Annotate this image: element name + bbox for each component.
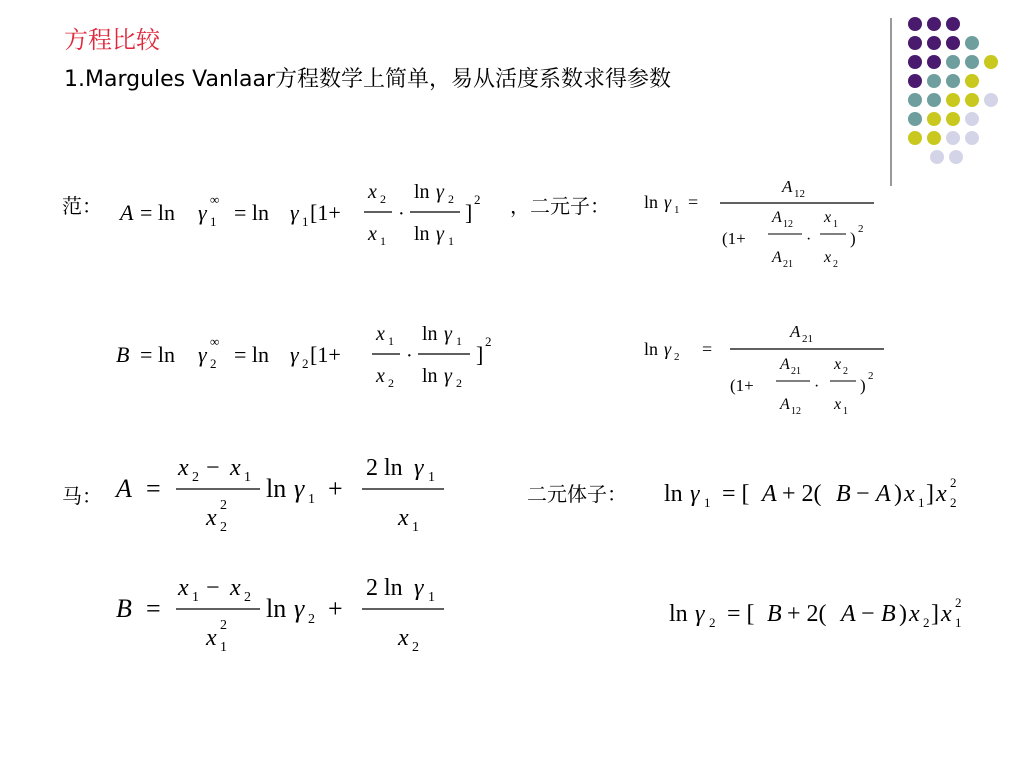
decoration-dot: [927, 17, 941, 31]
slide-subtitle: 1.Margules Vanlaar方程数学上简单，易从活度系数求得参数: [64, 67, 672, 92]
svg-text:·: ·: [406, 345, 413, 367]
svg-text:·: ·: [814, 378, 820, 395]
svg-text:x: x: [178, 455, 189, 481]
svg-text:x: x: [206, 625, 217, 651]
equation-margules-A: [110, 445, 470, 545]
svg-text:+ 2(: + 2(: [782, 481, 822, 507]
svg-text:12: 12: [791, 406, 801, 417]
svg-text:+ 2(: + 2(: [787, 601, 827, 627]
decoration-dot: [965, 36, 979, 50]
svg-text:= ln: = ln: [140, 200, 176, 225]
binary-body-label: 二元体子：: [527, 482, 627, 506]
svg-text:1: 1: [456, 334, 462, 348]
decoration-dot: [908, 17, 922, 31]
svg-text:A: A: [762, 481, 777, 507]
equation-margules-ln-gamma2: [665, 585, 1005, 645]
svg-text:γ: γ: [436, 181, 444, 203]
svg-text:2: 2: [923, 615, 930, 630]
svg-text:x: x: [376, 323, 385, 345]
svg-text:=: =: [702, 339, 713, 359]
decoration-dot: [965, 131, 979, 145]
svg-text:]: ]: [926, 481, 934, 507]
svg-text:x: x: [230, 575, 241, 601]
svg-text:= ln: = ln: [140, 342, 176, 367]
svg-text:γ: γ: [690, 481, 700, 507]
svg-text:2: 2: [308, 612, 315, 627]
svg-text:A: A: [772, 249, 782, 266]
equation-van-laar-B: [110, 310, 510, 402]
svg-text:1: 1: [428, 590, 435, 605]
svg-text:γ: γ: [414, 455, 424, 481]
decoration-dot: [927, 93, 941, 107]
svg-text:1: 1: [448, 234, 454, 248]
svg-text:+: +: [328, 594, 343, 623]
svg-text:= [: = [: [722, 481, 750, 507]
svg-text:x: x: [941, 601, 952, 627]
decoration-dot: [949, 150, 963, 164]
decoration-dot: [908, 93, 922, 107]
svg-text:1: 1: [918, 495, 925, 510]
decoration-dot: [965, 55, 979, 69]
svg-text:1: 1: [388, 334, 394, 348]
svg-text:x: x: [834, 396, 842, 413]
svg-text:ln: ln: [644, 192, 659, 212]
decoration-dot: [927, 36, 941, 50]
svg-text:ln: ln: [422, 323, 438, 345]
svg-text:1: 1: [833, 219, 838, 230]
svg-text:2: 2: [485, 334, 492, 349]
svg-text:1: 1: [428, 470, 435, 485]
decoration-dot: [965, 93, 979, 107]
svg-text:12: 12: [794, 188, 805, 200]
svg-text:2: 2: [220, 520, 227, 535]
svg-text:2: 2: [858, 223, 864, 235]
svg-text:): ): [860, 376, 866, 395]
decoration-dot: [946, 93, 960, 107]
svg-text:x: x: [834, 356, 842, 373]
svg-text:A: A: [780, 356, 790, 373]
svg-text:1: 1: [380, 234, 386, 248]
svg-text:B: B: [767, 601, 782, 627]
svg-text:2: 2: [950, 475, 957, 490]
svg-text:2: 2: [456, 376, 462, 390]
svg-text:2 ln: 2 ln: [366, 575, 403, 601]
svg-text:A: A: [772, 209, 782, 226]
svg-text:γ: γ: [294, 594, 305, 623]
van-label: 范：: [62, 194, 102, 218]
svg-text:]: ]: [465, 200, 473, 225]
svg-text:2: 2: [220, 498, 227, 513]
svg-text:γ: γ: [664, 339, 672, 359]
svg-text:B: B: [836, 481, 851, 507]
svg-text:21: 21: [802, 333, 813, 345]
ma-label: 马：: [62, 484, 102, 508]
svg-text:2: 2: [220, 618, 227, 633]
equation-van-laar-ln-gamma2: [640, 315, 890, 425]
svg-text:2: 2: [868, 370, 874, 382]
decoration-dot: [927, 55, 941, 69]
svg-text:2: 2: [380, 192, 386, 206]
svg-text:1: 1: [412, 520, 419, 535]
decoration-dot: [927, 112, 941, 126]
decoration-dot: [946, 55, 960, 69]
svg-text:B: B: [116, 594, 132, 623]
decoration-dot: [908, 74, 922, 88]
decoration-dot: [946, 17, 960, 31]
decoration-dot: [930, 150, 944, 164]
svg-text:x: x: [376, 365, 385, 387]
svg-text:x: x: [368, 181, 377, 203]
svg-text:2: 2: [950, 495, 957, 510]
decoration-dot: [965, 74, 979, 88]
svg-text:21: 21: [791, 366, 801, 377]
svg-text:(1+: (1+: [730, 376, 754, 395]
svg-text:2: 2: [474, 192, 481, 207]
svg-text:A: A: [116, 474, 132, 503]
svg-text:ln: ln: [669, 601, 688, 627]
svg-text:=: =: [146, 474, 161, 503]
svg-text:ln: ln: [414, 223, 430, 245]
svg-text:−: −: [206, 575, 220, 601]
svg-text:2: 2: [448, 192, 454, 206]
svg-text:B: B: [116, 342, 130, 367]
svg-text:2 ln: 2 ln: [366, 455, 403, 481]
svg-text:∞: ∞: [210, 192, 220, 207]
svg-text:1: 1: [192, 590, 199, 605]
svg-text:γ: γ: [436, 223, 444, 245]
vertical-rule: [890, 18, 892, 186]
svg-text:γ: γ: [414, 575, 424, 601]
decoration-dot: [908, 55, 922, 69]
svg-text:·: ·: [806, 231, 812, 248]
svg-text:21: 21: [783, 259, 793, 270]
svg-text:1: 1: [674, 204, 680, 216]
svg-text:1: 1: [244, 470, 251, 485]
svg-text:2: 2: [388, 376, 394, 390]
svg-text:= ln: = ln: [234, 342, 270, 367]
svg-text:γ: γ: [290, 200, 299, 225]
svg-text:1: 1: [302, 214, 309, 229]
svg-text:1: 1: [308, 492, 315, 507]
svg-text:x: x: [824, 249, 832, 266]
decoration-dot: [927, 74, 941, 88]
svg-text:]: ]: [476, 342, 484, 367]
svg-text:·: ·: [398, 203, 405, 225]
svg-text:2: 2: [955, 595, 962, 610]
svg-text:A: A: [876, 481, 891, 507]
decoration-dot: [908, 36, 922, 50]
svg-text:A: A: [841, 601, 856, 627]
svg-text:ln: ln: [266, 474, 287, 503]
decoration-dot: [984, 93, 998, 107]
svg-text:+: +: [328, 474, 343, 503]
decoration-dot: [946, 112, 960, 126]
svg-text:x: x: [398, 625, 409, 651]
svg-text:2: 2: [302, 356, 309, 371]
svg-text:2: 2: [843, 366, 848, 377]
svg-text:= ln: = ln: [234, 200, 270, 225]
svg-text:x: x: [206, 505, 217, 531]
svg-text:2: 2: [709, 615, 716, 630]
svg-text:γ: γ: [664, 192, 672, 212]
svg-text:−: −: [206, 455, 220, 481]
svg-text:x: x: [824, 209, 832, 226]
svg-text:ln: ln: [414, 181, 430, 203]
svg-text:x: x: [904, 481, 915, 507]
svg-text:x: x: [178, 575, 189, 601]
svg-text:1: 1: [955, 615, 962, 630]
svg-text:]: ]: [931, 601, 939, 627]
equation-margules-B: [110, 565, 470, 665]
svg-text:γ: γ: [290, 342, 299, 367]
svg-text:2: 2: [833, 259, 838, 270]
svg-text:γ: γ: [444, 323, 452, 345]
svg-text:γ: γ: [294, 474, 305, 503]
svg-text:x: x: [936, 481, 947, 507]
decoration-dot: [908, 112, 922, 126]
svg-text:2: 2: [210, 356, 217, 371]
svg-text:): ): [894, 481, 902, 507]
svg-text:γ: γ: [444, 365, 452, 387]
svg-text:x: x: [909, 601, 920, 627]
svg-text:2: 2: [674, 351, 680, 363]
slide-title: 方程比较: [64, 26, 160, 54]
binary-label: ，二元子：: [510, 194, 610, 218]
equation-van-laar-ln-gamma1: [640, 170, 885, 280]
svg-text:ln: ln: [664, 481, 683, 507]
svg-text:2: 2: [244, 590, 251, 605]
svg-text:A: A: [120, 200, 134, 225]
svg-text:x: x: [230, 455, 241, 481]
svg-text:[1+: [1+: [310, 200, 341, 225]
svg-text:ln: ln: [422, 365, 438, 387]
svg-text:): ): [899, 601, 907, 627]
svg-text:−: −: [861, 601, 875, 627]
svg-text:=: =: [688, 192, 699, 212]
svg-text:−: −: [856, 481, 870, 507]
svg-text:1: 1: [843, 406, 848, 417]
svg-text:x: x: [368, 223, 377, 245]
svg-text:B: B: [881, 601, 896, 627]
decoration-dot: [946, 36, 960, 50]
svg-text:∞: ∞: [210, 334, 220, 349]
decoration-dot: [984, 55, 998, 69]
decoration-dot: [946, 74, 960, 88]
decoration-dot: [965, 112, 979, 126]
svg-text:1: 1: [210, 214, 217, 229]
svg-text:γ: γ: [198, 342, 207, 367]
svg-text:x: x: [398, 505, 409, 531]
svg-text:A: A: [790, 322, 801, 341]
svg-text:γ: γ: [695, 601, 705, 627]
svg-text:1: 1: [704, 495, 711, 510]
svg-text:A: A: [782, 177, 793, 196]
equation-van-laar-A: [110, 168, 510, 260]
svg-text:ln: ln: [266, 594, 287, 623]
svg-text:=: =: [146, 594, 161, 623]
svg-text:ln: ln: [644, 339, 659, 359]
decoration-dots: [895, 10, 1015, 170]
svg-text:2: 2: [192, 470, 199, 485]
equation-margules-ln-gamma1: [660, 465, 1000, 525]
svg-text:γ: γ: [198, 200, 207, 225]
svg-text:(1+: (1+: [722, 229, 746, 248]
svg-text:): ): [850, 229, 856, 248]
svg-text:2: 2: [412, 640, 419, 655]
svg-text:12: 12: [783, 219, 793, 230]
decoration-dot: [946, 131, 960, 145]
decoration-dot: [908, 131, 922, 145]
svg-text:A: A: [780, 396, 790, 413]
svg-text:= [: = [: [727, 601, 755, 627]
svg-text:1: 1: [220, 640, 227, 655]
svg-text:[1+: [1+: [310, 342, 341, 367]
decoration-dot: [927, 131, 941, 145]
